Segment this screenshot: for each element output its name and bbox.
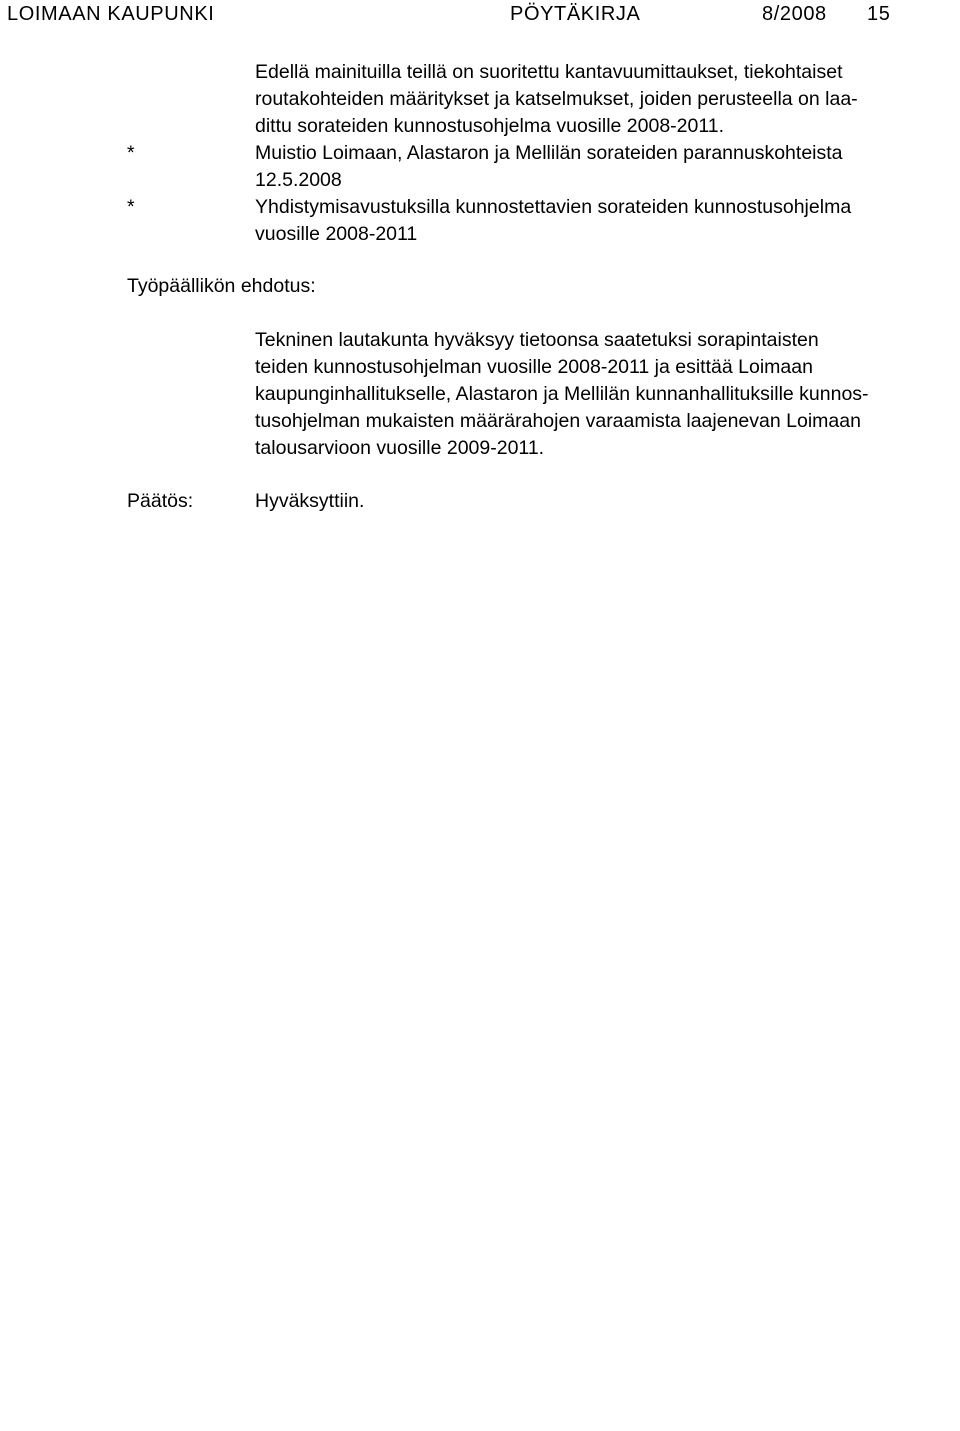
proposal-line: talousarvioon vuosille 2009-2011. [255,437,545,459]
attachment-line: vuosille 2008-2011 [255,223,418,245]
proposal-line: kaupunginhallitukselle, Alastaron ja Mellilän kunnanhallituksille kunnos- [255,383,869,405]
attachment-marker: * [127,196,135,218]
organization-name: LOIMAAN KAUPUNKI [7,3,215,25]
attachment-marker: * [127,142,135,164]
page-number: 15 [867,3,891,25]
intro-line: dittu sorateiden kunnostusohjelma vuosille 2008-2011. [255,115,725,137]
decision-text: Hyväksyttiin. [255,490,365,512]
page-header [0,0,960,30]
attachment-line: Muistio Loimaan, Alastaron ja Mellilän sorateiden parannuskohteista [255,142,843,164]
proposal-line: tusohjelman mukaisten määrärahojen varaamista laajenevan Loimaan [255,410,861,432]
intro-line: Edellä mainituilla teillä on suoritettu kantavuumittaukset, tiekohtaiset [255,61,843,83]
proposal-label: Työpäällikön ehdotus: [127,275,316,297]
meeting-number: 8/2008 [762,3,827,25]
decision-label: Päätös: [127,490,194,512]
attachment-item [255,140,955,194]
proposal-paragraph [255,327,955,462]
attachment-line: Yhdistymisavustuksilla kunnostettavien sorateiden kunnostusohjelma [255,196,852,218]
attachment-item [255,194,955,248]
document-type: PÖYTÄKIRJA [510,3,641,25]
proposal-line: Tekninen lautakunta hyväksyy tietoonsa saatetuksi sorapintaisten [255,329,819,351]
proposal-line: teiden kunnostusohjelman vuosille 2008-2011 ja esittää Loimaan [255,356,813,378]
intro-line: routakohteiden määritykset ja katselmukset, joiden perusteella on laa- [255,88,858,110]
attachment-line: 12.5.2008 [255,169,342,191]
intro-paragraph [255,59,955,140]
